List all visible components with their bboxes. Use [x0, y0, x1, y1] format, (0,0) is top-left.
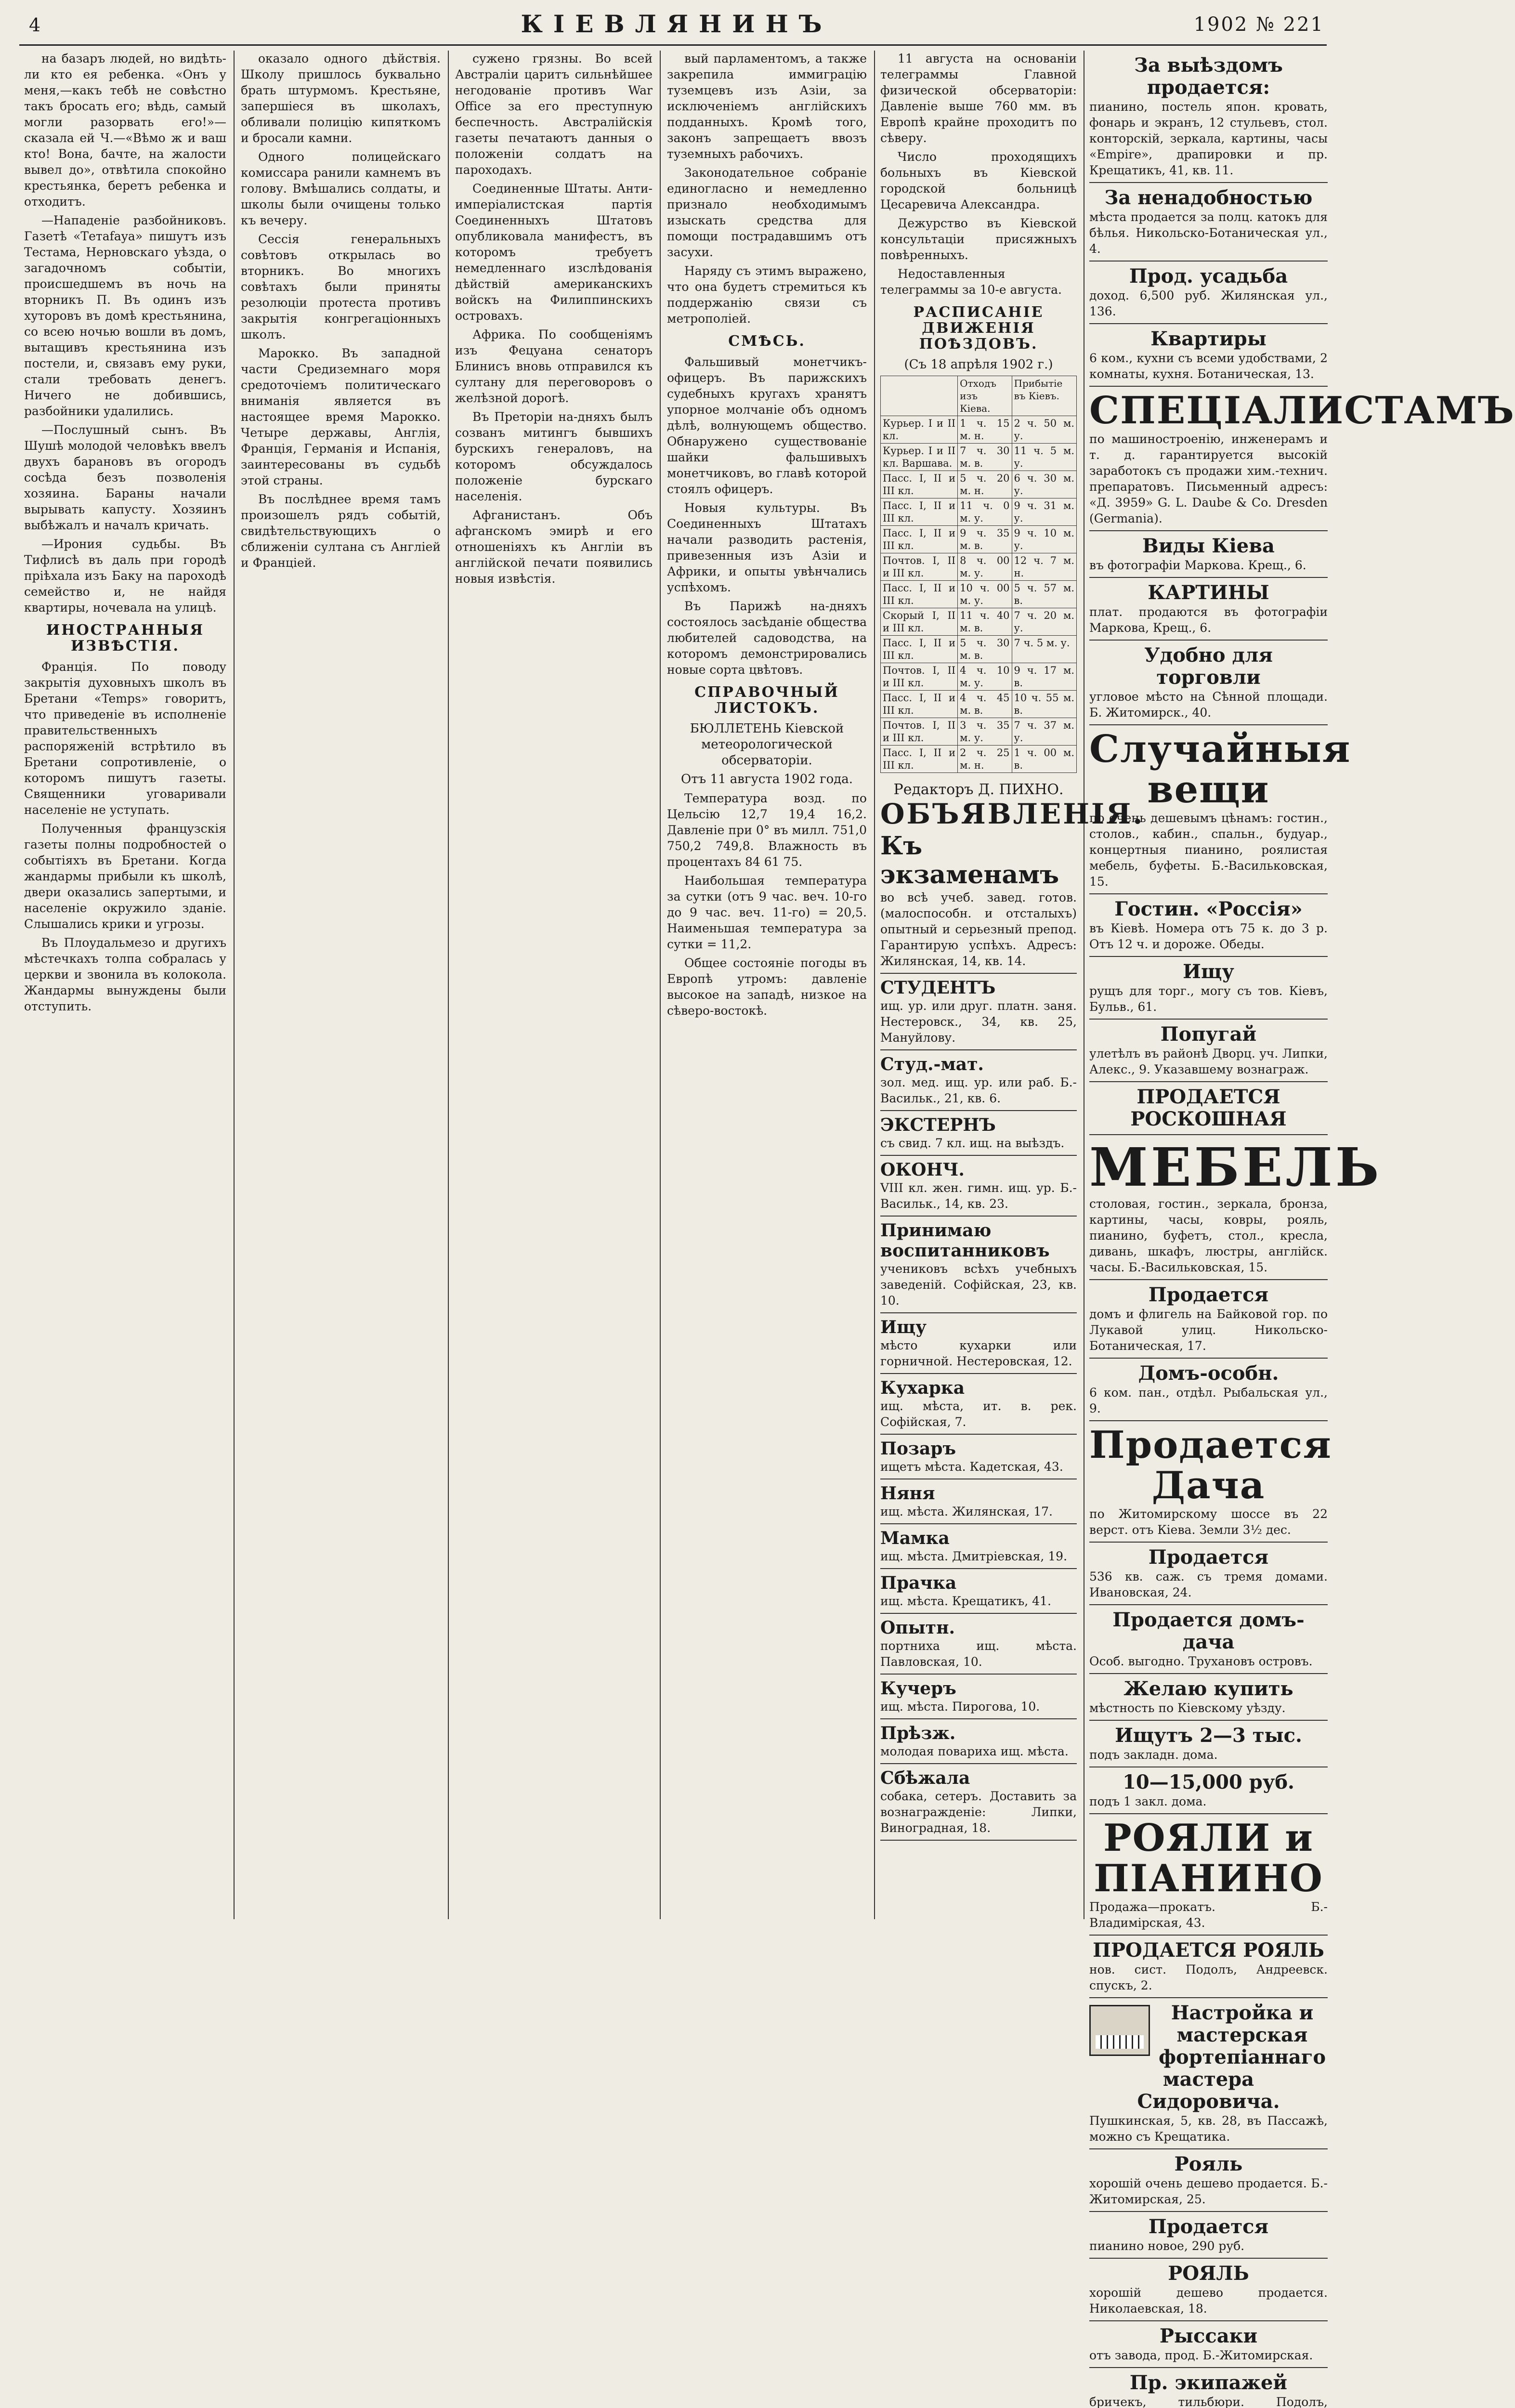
ad-headline: Няня — [880, 1483, 935, 1504]
article-paragraph: Африка. По сообщеніямъ изъ Фецуана сенаторъ Блинисъ вновь отправился къ султану для переговоровъ о желѣзной дорогѣ. — [455, 327, 653, 405]
ad-headline: Продается домъ-дача — [1112, 1609, 1305, 1653]
ad-headline: Сбѣжала — [880, 1768, 970, 1788]
train-name: Пасс. I, II и III кл. — [881, 498, 958, 526]
article-paragraph: —Послушный сынъ. Въ Шушѣ молодой человѣкъ ввелъ двухъ барановъ въ огородъ сосѣда безъ позволенія хозяина. Бараны начали вырывать капусту. Хозяинъ выбѣжалъ и началъ кричать. — [24, 423, 226, 532]
ad-text: столовая, гостин., зеркала, бронза, картины, часы, ковры, рояль, пианино, буфетъ, стол., кресла, дивань, шкафъ, люстры, англійск. часы. Б.-Васильковская, 15. — [1089, 1197, 1328, 1274]
table-row — [881, 553, 1077, 581]
ad-text: 536 кв. саж. съ тремя домами. Ивановская, 24. — [1089, 1570, 1328, 1599]
classified-ad — [880, 1156, 1077, 1217]
display-ad — [1089, 1082, 1328, 1135]
classified-ad — [880, 828, 1077, 974]
ad-headline: Прод. усадьба — [1129, 265, 1288, 288]
ad-headline: РОЯЛЬ — [1168, 2262, 1249, 2285]
ad-headline: Принимаю воспитанниковъ — [880, 1220, 1050, 1261]
arrival: 6 ч. 30 м. у. — [1012, 471, 1076, 498]
article-paragraph: Въ Парижѣ на-дняхъ состоялось засѣданіе общества любителей садоводства, на которомъ демонстрировались новые сорта цвѣтовъ. — [667, 599, 867, 677]
ad-text: ищ. мѣста, ит. в. рек. Софійская, 7. — [880, 1399, 1077, 1429]
departure: 4 ч. 10 м. у. — [958, 663, 1012, 691]
ad-text: 6 ком., кухни съ всеми удобствами, 2 комнаты, кухня. Ботаническая, 13. — [1089, 351, 1328, 381]
masthead — [29, 9, 1324, 38]
ad-headline: За ненадобностью — [1104, 186, 1313, 209]
schedule-subtitle: (Съ 18 апрѣля 1902 г.) — [904, 357, 1053, 372]
bulletin-date: Отъ 11 августа 1902 года. — [680, 772, 853, 786]
departure: 4 ч. 45 м. в. — [958, 691, 1012, 718]
ad-text: нов. сист. Подолъ, Андреевск. спускъ, 2. — [1089, 1963, 1328, 1992]
article-paragraph: вый парламентомъ, а также закрепила иммиграцію туземцевъ изъ Азіи, за исключеніемъ англійскихъ подданныхъ. Кромѣ того, законъ запрещаетъ ввозъ туземныхъ рабочихъ. — [667, 52, 867, 161]
display-ad — [1089, 725, 1351, 894]
display-ad — [1089, 51, 1328, 183]
ad-headline: РОЯЛИ и ПІАНИНО — [1094, 1816, 1323, 1900]
classified-ad — [880, 1764, 1077, 1841]
ad-headline: Удобно для торговли — [1144, 644, 1273, 689]
ad-headline: Пр. экипажей — [1129, 2371, 1288, 2394]
classified-ad — [880, 1719, 1077, 1764]
header-rule — [19, 44, 1327, 46]
train-name: Почтов. I, II и III кл. — [881, 663, 958, 691]
display-ad — [1089, 1543, 1328, 1605]
departure: 11 ч. 40 м. в. — [958, 608, 1012, 636]
ad-text: Особ. выгодно. Трухановъ островъ. — [1089, 1654, 1313, 1668]
classified-ad — [880, 1524, 1077, 1569]
ad-text: съ свид. 7 кл. ищ. на выѣздъ. — [880, 1136, 1065, 1150]
ad-headline: СТУДЕНТЪ — [880, 978, 996, 998]
article-paragraph: Наибольшая температура за сутки (отъ 9 час. веч. 10-го до 9 час. веч. 11-го) = 20,5. Наименьшая температура за сутки = 11,2. — [667, 874, 867, 951]
section-heading: ИНОСТРАННЫЯ ИЗВѢСТІЯ. — [46, 622, 205, 654]
table-row — [881, 746, 1077, 773]
display-ads — [1089, 51, 1515, 2408]
column-6 — [1089, 51, 1515, 2408]
train-name: Пасс. I, II и III кл. — [881, 691, 958, 718]
ad-headline: За выѣздомъ продается: — [1134, 54, 1283, 99]
ad-text: подъ закладн. дома. — [1089, 1748, 1218, 1762]
table-header: Отходъ изъ Кіева. — [958, 376, 1012, 416]
column-4 — [667, 51, 867, 1021]
table-row — [881, 498, 1077, 526]
train-schedule-table — [880, 376, 1077, 773]
ad-text: хорошій очень дешево продается. Б.-Житомирская, 25. — [1089, 2176, 1328, 2206]
column-2 — [241, 51, 441, 574]
train-name: Пасс. I, II и III кл. — [881, 471, 958, 498]
train-name: Пасс. I, II и III кл. — [881, 746, 958, 773]
article-paragraph: Новыя культуры. Въ Соединенныхъ Штатахъ начали разводить растенія, привезенныя изъ Азіи и Африки, и опыты увѣнчались успѣхомъ. — [667, 501, 867, 594]
ad-headline: Мамка — [880, 1528, 950, 1548]
article-paragraph: Марокко. Въ западной части Средиземнаго моря средоточіемъ политическаго вниманія является въ настоящее время Марокко. Четыре державы, Англія, Франція, Германія и Испанія, заинтересованы въ судьбѣ этой страны. — [241, 346, 441, 487]
table-row — [881, 636, 1077, 663]
ad-headline: Попугай — [1160, 1023, 1257, 1046]
ad-text: домъ и флигель на Байковой гор. по Лукавой улиц. Никольско-Ботаническая, 17. — [1089, 1307, 1328, 1353]
ad-text: ищетъ мѣста. Кадетская, 43. — [880, 1460, 1063, 1474]
classified-ad — [880, 1217, 1077, 1313]
display-ad — [1089, 531, 1328, 578]
ad-headline: Кухарка — [880, 1378, 965, 1398]
arrival: 2 ч. 50 м. у. — [1012, 416, 1076, 444]
departure: 3 ч. 35 м. у. — [958, 718, 1012, 746]
arrival: 9 ч. 31 м. у. — [1012, 498, 1076, 526]
departure: 7 ч. 30 м. в. — [958, 444, 1012, 471]
ad-headline: Опытн. — [880, 1618, 955, 1638]
article-paragraph: Афганистанъ. Объ афганскомъ эмирѣ и его отношеніяхъ къ Англіи въ англійской печати появились новыя извѣстія. — [455, 508, 653, 586]
column-divider — [448, 51, 449, 1919]
ad-headline: Домъ-особн. — [1138, 1362, 1279, 1385]
ad-headline: Ищу — [880, 1317, 927, 1337]
display-ad — [1089, 1020, 1328, 1082]
ad-text: мѣста продается за полц. катокъ для бѣлья. Никольско-Ботаническая ул., 4. — [1089, 210, 1328, 256]
display-ad — [1089, 2368, 1328, 2408]
piano-icon — [1089, 2005, 1150, 2056]
ad-headline: Позаръ — [880, 1439, 956, 1459]
classified-ad — [880, 1614, 1077, 1675]
ad-text: молодая повариха ищ. мѣста. — [880, 1744, 1069, 1758]
ad-headline: Продается — [1148, 1283, 1269, 1306]
classified-ad — [880, 1479, 1077, 1524]
ad-text: учениковъ всѣхъ учебныхъ заведеній. Софійская, 23, кв. 10. — [880, 1262, 1077, 1308]
section-heading: СПРАВОЧНЫЙ ЛИСТОКЪ. — [694, 684, 839, 717]
ad-headline: Ищу — [1183, 960, 1234, 983]
ad-text: по Житомирскому шоссе въ 22 верст. отъ Кіева. Земли 3½ дес. — [1089, 1507, 1328, 1537]
classified-ads — [880, 828, 1077, 1841]
ad-text: зол. мед. ищ. ур. или раб. Б.-Васильк., 21, кв. 6. — [880, 1075, 1077, 1105]
table-header: Прибытіе въ Кіевъ. — [1012, 376, 1076, 416]
ad-text: пианино, постель япон. кровать, фонарь и экранъ, 12 стульевъ, стол. конторскій, зеркала, картины, часы «Empire», драпировки и пр. Крещатикъ, 41, кв. 11. — [1089, 100, 1328, 177]
train-name: Пасс. I, II и III кл. — [881, 581, 958, 608]
editor-line: Редакторъ Д. ПИХНО. — [893, 781, 1064, 798]
column-divider — [660, 51, 661, 1919]
newspaper-title: КІЕВЛЯНИНЪ — [521, 10, 833, 38]
ad-text: доход. 6,500 руб. Жилянская ул., 136. — [1089, 288, 1328, 318]
table-row — [881, 718, 1077, 746]
table-row — [881, 663, 1077, 691]
ad-headline: Рояль — [1174, 2153, 1243, 2175]
ad-text: мѣстность по Кіевскому уѣзду. — [1089, 1701, 1286, 1715]
ad-text: ищ. мѣста. Пирогова, 10. — [880, 1700, 1040, 1714]
ad-text: портниха ищ. мѣста. Павловская, 10. — [880, 1639, 1077, 1669]
article-paragraph: Температура возд. по Цельсію 12,7 19,4 16,2. Давленіе при 0° въ милл. 751,0 750,2 749,8. Влажность въ процентахъ 84 61 75. — [667, 791, 867, 869]
display-ad — [1089, 1359, 1328, 1421]
notice: Недоставленныя телеграммы за 10-е августа. — [880, 267, 1062, 297]
classified-ad — [880, 1435, 1077, 1479]
notice: Число проходящихъ больныхъ въ Кіевской городской больницѣ Цесаревича Александра. — [880, 150, 1077, 211]
departure: 8 ч. 00 м. у. — [958, 553, 1012, 581]
ad-text: мѣсто кухарки или горничной. Нестеровская, 12. — [880, 1338, 1077, 1368]
classified-ad — [880, 1050, 1077, 1111]
ad-text: ищ. мѣста. Жилянская, 17. — [880, 1505, 1053, 1518]
table-header — [881, 376, 958, 416]
train-name: Пасс. I, II и III кл. — [881, 636, 958, 663]
display-ad — [1089, 957, 1328, 1020]
ad-text: угловое мѣсто на Сѣнной площади. Б. Житомирск., 40. — [1089, 690, 1328, 720]
column-divider — [234, 51, 235, 1919]
article-paragraph: Франція. По поводу закрытія духовныхъ школъ въ Бретани «Temps» говоритъ, что приведеніе въ исполненіе правительственныхъ распоряженій встрѣтило въ Бретани сопротивленіе, о которомъ пишутъ газеты. Священники уговаривали населеніе не уступать. — [24, 660, 226, 817]
table-header-row — [881, 376, 1077, 416]
article-paragraph: Въ послѣднее время тамъ произошелъ рядъ событій, свидѣтельствующихъ о сближеніи султана съ Англіей и Франціей. — [241, 492, 441, 570]
ad-text: собака, сетеръ. Доставить за вознагражденіе: Липки, Виноградная, 18. — [880, 1789, 1077, 1835]
arrival: 9 ч. 10 м. у. — [1012, 526, 1076, 553]
departure: 1 ч. 15 м. н. — [958, 416, 1012, 444]
train-name: Почтов. I, II и III кл. — [881, 718, 958, 746]
departure: 2 ч. 25 м. н. — [958, 746, 1012, 773]
schedule-heading: РАСПИСАНІЕ ДВИЖЕНІЯ ПОѢЗДОВЪ. — [913, 304, 1044, 353]
ad-text: рущъ для торг., могу съ тов. Кіевъ, Бульв., 61. — [1089, 984, 1328, 1014]
article-paragraph: Сессія генеральныхъ совѣтовъ открылась во вторникъ. Во многихъ совѣтахъ были приняты резолюціи протеста противъ закрытія конгрегаціонныхъ школъ. — [241, 232, 441, 341]
bulletin-subtitle: БЮЛЛЕТЕНЬ Кіевской метеорологической обсерваторіи. — [690, 721, 844, 768]
ad-headline: Случайныя вещи — [1089, 727, 1351, 811]
arrival: 7 ч. 37 м. у. — [1012, 718, 1076, 746]
display-ad — [1089, 2259, 1328, 2321]
ads-heading: ОБЪЯВЛЕНІЯ. — [880, 798, 1145, 830]
classified-ad — [880, 974, 1077, 1050]
display-ad — [1089, 1280, 1328, 1359]
display-ad — [1089, 324, 1328, 387]
train-name: Пасс. I, II и III кл. — [881, 526, 958, 553]
article-paragraph: Фальшивый монетчикъ-офицеръ. Въ парижскихъ судебныхъ кругахъ хранятъ упорное молчаніе объ одномъ дѣлѣ, волнующемъ общество. Обнаружено существованіе шайки фальшивыхъ монетчиковъ, во главѣ которой стоялъ офицеръ. — [667, 355, 867, 496]
ad-text: бричекъ, тильбюри. Подолъ, — [1089, 2395, 1328, 2408]
display-ad — [1089, 2321, 1328, 2368]
column-5 — [880, 51, 1145, 1841]
ad-text: 6 ком. пан., отдѣл. Рыбальская ул., 9. — [1089, 1386, 1328, 1415]
display-ad — [1089, 1421, 1332, 1543]
train-name: Курьер. I и II кл. — [881, 416, 958, 444]
ad-headline: Продается — [1148, 2215, 1269, 2238]
ad-headline: Къ экзаменамъ — [880, 831, 1059, 890]
article-paragraph: на базаръ людей, но видѣть-ли кто ея ребенка. «Онъ у меня,—какъ тебѣ не совѣстно такъ бросать его; вѣдь, самый могли разорвать его!»—сказала ей Ч.—«Вѣмо ж и ваш кто! Вона, бачте, на жалости вывел до», отвѣтила спокойно крестьянка, беретъ ребенка и отходитъ. — [24, 52, 226, 209]
ad-headline: Продается — [1148, 1546, 1269, 1569]
display-ad — [1089, 387, 1515, 531]
table-row — [881, 471, 1077, 498]
arrival: 9 ч. 17 м. в. — [1012, 663, 1076, 691]
notice: Дежурство въ Кіевской консультаціи присяжныхъ повѣренныхъ. — [880, 216, 1077, 262]
classified-ad — [880, 1111, 1077, 1156]
ad-headline: МЕБЕЛЬ — [1089, 1136, 1382, 1198]
column-3 — [455, 51, 653, 589]
ad-headline: ЭКСТЕРНЪ — [880, 1115, 996, 1135]
ad-headline: Гостин. «Россія» — [1114, 898, 1303, 920]
arrival: 11 ч. 5 м. у. — [1012, 444, 1076, 471]
arrival: 7 ч. 5 м. у. — [1012, 636, 1076, 663]
ad-text: пианино новое, 290 руб. — [1089, 2239, 1245, 2253]
display-ad — [1089, 1721, 1328, 1767]
issue-number: 1902 № 221 — [1193, 13, 1324, 36]
arrival: 5 ч. 57 м. в. — [1012, 581, 1076, 608]
departure: 5 ч. 20 м. н. — [958, 471, 1012, 498]
train-name: Курьер. I и II кл. Варшава. — [881, 444, 958, 471]
display-ad — [1089, 183, 1328, 262]
ad-text: ищ. мѣста. Крещатикъ, 41. — [880, 1594, 1051, 1608]
display-ad — [1089, 2212, 1328, 2259]
table-row — [881, 526, 1077, 553]
train-name: Скорый I, II и III кл. — [881, 608, 958, 636]
weather-report: 11 августа на основаніи телеграммы Главной физической обсерваторіи: Давленіе выше 760 мм. въ Европѣ крайне проходитъ по сѣверу. — [880, 52, 1077, 145]
column-divider — [874, 51, 875, 1919]
table-row — [881, 691, 1077, 718]
classified-ad — [880, 1675, 1077, 1719]
display-ad — [1089, 1674, 1328, 1721]
classified-ad — [880, 1569, 1077, 1614]
article-paragraph: —Нападеніе разбойниковъ. Газетѣ «Тетаfaya» пишутъ изъ Тестама, Нерновскаго уѣзда, о загадочномъ событіи, происшедшемъ въ ночь на вторникъ П. Въ одинъ изъ хуторовъ въ домѣ крестьянина, со всею ночью вошли въ домъ, вытащивъ крестьянина изъ постели, и, связавъ ему руки, стали требовать денегъ. Ничего не добившись, разбойники удалились. — [24, 213, 226, 418]
arrival: 12 ч. 7 м. н. — [1012, 553, 1076, 581]
ad-text: въ Кіевѣ. Номера отъ 75 к. до 3 р. Отъ 12 ч. и дороже. Обеды. — [1089, 921, 1328, 951]
ad-headline: ПРОДАЕТСЯ РОСКОШНАЯ — [1130, 1086, 1287, 1130]
ad-text: плат. продаются въ фотографіи Маркова, Крещ., 6. — [1089, 605, 1328, 635]
table-row — [881, 608, 1077, 636]
table-row — [881, 444, 1077, 471]
train-name: Почтов. I, II и III кл. — [881, 553, 958, 581]
classified-ad — [880, 1313, 1077, 1374]
ad-text: улетѣлъ въ районѣ Дворц. уч. Липки, Алекс., 9. Указавшему вознаграж. — [1089, 1047, 1328, 1076]
arrival: 7 ч. 20 м. у. — [1012, 608, 1076, 636]
departure: 11 ч. 0 м. у. — [958, 498, 1012, 526]
ad-headline: КАРТИНЫ — [1148, 581, 1269, 604]
ad-headline: ПРОДАЕТСЯ РОЯЛЬ — [1093, 1939, 1324, 1962]
page-number: 4 — [29, 14, 41, 36]
ad-headline: Продается Дача — [1089, 1423, 1332, 1507]
ad-headline: 10—15,000 руб. — [1123, 1771, 1294, 1793]
article-paragraph: Въ Плоудальмезо и другихъ мѣстечкахъ толпа собралась у церкви и звонила въ колокола. Жандармы вынуждены были отступить. — [24, 936, 226, 1013]
display-ad — [1089, 894, 1328, 957]
ad-headline: Ищутъ 2—3 тыс. — [1115, 1724, 1302, 1747]
ad-headline: Прачка — [880, 1573, 957, 1593]
ad-text: по очень дешевымъ цѣнамъ: гостин., столов., кабин., спальн., будуар., концертныя пианино, роялистая мебель, буфеты. Б.-Васильковская, 15. — [1089, 811, 1328, 889]
classified-ad — [880, 1374, 1077, 1435]
column-1 — [24, 51, 226, 1017]
article-paragraph: Законодательное собраніе единогласно и немедленно признало необходимымъ изыскать средства для помощи пострадавшимъ отъ засухи. — [667, 166, 867, 259]
ad-text: подъ 1 закл. дома. — [1089, 1794, 1207, 1808]
ad-headline: Рыссаки — [1159, 2325, 1258, 2347]
table-row — [881, 581, 1077, 608]
display-ad — [1089, 578, 1328, 641]
ad-headline: Настройка и мастерская фортепіаннаго мастера Сидоровича. — [1137, 2002, 1326, 2113]
ad-headline: Квартиры — [1150, 327, 1267, 350]
display-ad — [1089, 1998, 1328, 2149]
article-paragraph: Въ Преторіи на-дняхъ былъ созванъ митингъ бывшихъ бурскихъ генераловъ, на которомъ обсуждалось положеніе бурскаго населенія. — [455, 410, 653, 503]
article-paragraph: Общее состояніе погоды въ Европѣ утромъ: давленіе высокое на западѣ, низкое на сѣверо-востокѣ. — [667, 956, 867, 1018]
article-paragraph: —Ирония судьбы. Въ Тифлисѣ въ даль при городѣ пріѣхала изъ Баку на пароходѣ семейство и, не найдя квартиры, ночевала на улицѣ. — [24, 537, 226, 615]
ad-text: во всѣ учеб. завед. готов. (малоспособн. и отсталыхъ) опытный и серьезный препод. Гарантирую успѣхъ. Адресъ: Жилянская, 14, кв. 14. — [880, 890, 1077, 968]
display-ad — [1089, 2149, 1328, 2212]
ad-headline: Студ.-мат. — [880, 1054, 984, 1074]
departure: 9 ч. 35 м. в. — [958, 526, 1012, 553]
ad-headline: Желаю купить — [1123, 1677, 1293, 1700]
arrival: 10 ч. 55 м. в. — [1012, 691, 1076, 718]
ad-headline: Виды Кіева — [1142, 535, 1275, 557]
ad-text: ищ. ур. или друг. платн. заня. Нестеровск., 34, кв. 25, Мануйлову. — [880, 999, 1077, 1045]
section-heading: СМѢСЬ. — [728, 333, 806, 350]
ad-text: въ фотографіи Маркова. Крещ., 6. — [1089, 558, 1306, 572]
ad-text: ищ. мѣста. Дмитріевская, 19. — [880, 1549, 1068, 1563]
display-ad — [1089, 641, 1328, 725]
ad-headline: Кучеръ — [880, 1678, 956, 1699]
display-ad — [1089, 1605, 1328, 1674]
ad-text: Продажа—прокатъ. Б.-Владимірская, 43. — [1089, 1900, 1328, 1930]
table-row — [881, 416, 1077, 444]
display-ad — [1089, 1767, 1328, 1814]
ad-text: VIII кл. жен. гимн. ищ. ур. Б.-Васильк., 14, кв. 23. — [880, 1181, 1077, 1211]
display-ad — [1089, 1936, 1328, 1998]
article-paragraph: оказало одного дѣйствія. Школу пришлось буквально брать штурмомъ. Крестьяне, запершіеся въ школахъ, обливали полицію кипяткомъ и бросали камни. — [241, 52, 441, 145]
display-ad — [1089, 262, 1328, 324]
ad-text: по машиностроенію, инженерамъ и т. д. гарантируется высокій заработокъ съ продажи хим.-технич. препаратовъ. Письменный адресъ: «Д. 3959» G. L. Daube & Co. Dresden (Germania). — [1089, 432, 1328, 525]
ad-text: отъ завода, прод. Б.-Житомирская. — [1089, 2348, 1313, 2362]
article-paragraph: Соединенные Штаты. Анти-имперіалистская партія Соединенныхъ Штатовъ опубликовала манифестъ, въ которомъ требуетъ немедленнаго изслѣдованія дѣйствій американскихъ войскъ на Филиппинскихъ островахъ. — [455, 182, 653, 323]
article-paragraph: Полученныя французскія газеты полны подробностей о событіяхъ въ Бретани. Когда жандармы прибыли къ школѣ, двери оказались запертыми, и населеніе окружило зданіе. Слышались крики и угрозы. — [24, 822, 226, 931]
departure: 10 ч. 00 м. у. — [958, 581, 1012, 608]
article-paragraph: Наряду съ этимъ выражено, что она будетъ стремиться къ поддержанію связи съ метрополіей. — [667, 264, 867, 326]
arrival: 1 ч. 00 м. в. — [1012, 746, 1076, 773]
ad-text: Пушкинская, 5, кв. 28, въ Пассажѣ, можно съ Крещатика. — [1089, 2114, 1328, 2144]
display-ad — [1089, 1814, 1328, 1936]
article-paragraph: сужено грязны. Во всей Австраліи царитъ сильнѣйшее негодованіе противъ War Office за его преступную беспечность. Австралійскія газеты печатаютъ данныя о положеніи солдатъ на пароходахъ. — [455, 52, 653, 177]
departure: 5 ч. 30 м. в. — [958, 636, 1012, 663]
article-paragraph: Одного полицейскаго комиссара ранили камнемъ въ голову. Вмѣшались солдаты, и школы были очищены только къ вечеру. — [241, 150, 441, 227]
ad-headline: СПЕЦІАЛИСТАМЪ — [1089, 389, 1515, 432]
ad-headline: ОКОНЧ. — [880, 1160, 965, 1180]
ad-headline: Прѣзж. — [880, 1723, 956, 1743]
ad-text: хорошій дешево продается. Николаевская, 18. — [1089, 2286, 1328, 2316]
display-ad — [1089, 1135, 1382, 1280]
